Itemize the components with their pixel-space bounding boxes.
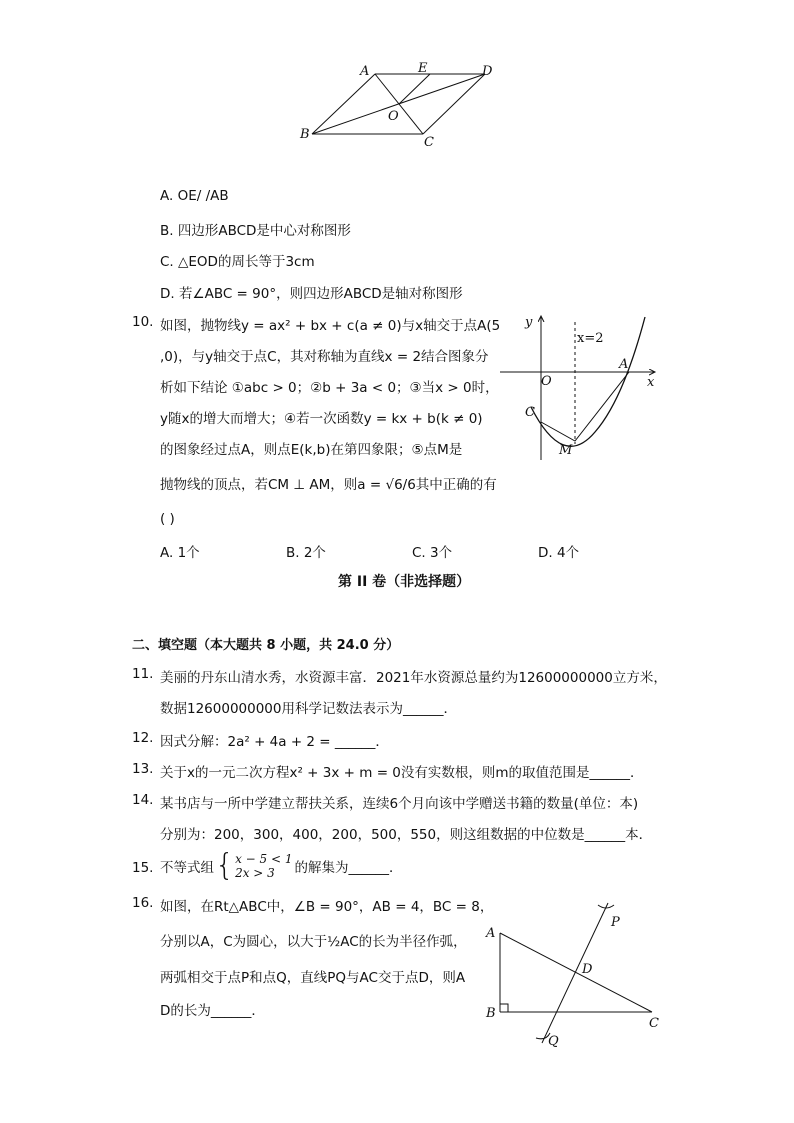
- q15-system: [235, 852, 292, 880]
- q10-line: y随x的增大而增大；④若一次函数y = kx + b(k ≠ 0): [160, 411, 483, 427]
- graph-axis-label: x=2: [577, 331, 604, 346]
- fig-label-B: B: [486, 1006, 496, 1021]
- q15-ineq-1: x − 5 < 1: [235, 852, 293, 866]
- q10-choice-d: D. 4个: [538, 545, 580, 561]
- q9-option-b: B. 四边形ABCD是中心对称图形: [160, 223, 351, 239]
- q10-choices: [160, 541, 664, 561]
- q15-suffix: 的解集为______．: [294, 860, 403, 876]
- label-D: D: [482, 64, 493, 79]
- q13-text: 关于x的一元二次方程x² + 3x + m = 0没有实数根，则m的取值范围是______．: [160, 765, 644, 781]
- q12-text: 因式分解：2a² + 4a + 2 = ______．: [160, 734, 389, 750]
- q16-number: 16.: [132, 895, 154, 911]
- q15-content: [160, 848, 403, 883]
- q10-line: 如图，抛物线y = ax² + bx + c(a ≠ 0)与x轴交于点A(5: [160, 318, 501, 334]
- fig-label-C: C: [649, 1016, 659, 1031]
- label-C: C: [424, 135, 434, 150]
- brace-icon: {: [215, 848, 235, 883]
- label-B: B: [300, 127, 310, 142]
- q15-number: 15.: [132, 860, 154, 876]
- q14-line: 分别为：200，300，400，200，500，550，则这组数据的中位数是______本．: [160, 827, 653, 843]
- q9-option-c: C. △EOD的周长等于3cm: [160, 254, 315, 270]
- q10-choice-b: B. 2个: [286, 545, 326, 561]
- q14-line: 某书店与一所中学建立帮扶关系，连续6个月向该中学赠送书籍的数量(单位：本): [160, 796, 639, 812]
- fig-label-P: P: [611, 915, 620, 930]
- q10-line: ,0)，与y轴交于点C，其对称轴为直线x = 2结合图象分: [160, 349, 489, 365]
- graph-label-M: M: [559, 443, 573, 458]
- q16-line: 分别以A，C为圆心，以大于½AC的长为半径作弧，: [160, 934, 467, 950]
- q13-number: 13.: [132, 761, 154, 777]
- fig-label-D: D: [582, 962, 593, 977]
- graph-label-A: A: [619, 357, 629, 372]
- q11-line: 美丽的丹东山清水秀，水资源丰富．2021年水资源总量约为12600000000立方米，: [160, 670, 667, 686]
- q16-line: D的长为______．: [160, 1003, 265, 1019]
- q10-answer-paren: ( ): [160, 511, 175, 527]
- graph-label-y: y: [525, 315, 533, 330]
- q10-line: 的图象经过点A，则点E(k,b)在第四象限；⑤点M是: [160, 442, 463, 458]
- section-fill-blank-title: 二、填空题（本大题共 8 小题，共 24.0 分）: [132, 638, 400, 653]
- parallelogram-figure: [290, 58, 510, 153]
- label-E: E: [418, 61, 428, 76]
- graph-label-O: O: [541, 374, 552, 389]
- q15-prefix: 不等式组: [160, 860, 214, 876]
- q9-option-a: A. OE/ /AB: [160, 188, 229, 204]
- q12-number: 12.: [132, 730, 154, 746]
- part-ii-title: 第 II 卷（非选择题）: [338, 574, 471, 590]
- q11-number: 11.: [132, 666, 154, 682]
- q16-line: 如图，在Rt△ABC中，∠B = 90°，AB = 4，BC = 8，: [160, 899, 494, 915]
- fig-label-A: A: [486, 926, 496, 941]
- label-O: O: [388, 109, 399, 124]
- graph-label-x: x: [647, 375, 655, 390]
- parabola-graph: [495, 312, 665, 462]
- q15-ineq-2: 2x > 3: [235, 866, 275, 880]
- q10-number: 10.: [132, 314, 154, 330]
- graph-label-C: C: [525, 405, 535, 420]
- q11-line: 数据12600000000用科学记数法表示为______．: [160, 701, 457, 717]
- q14-number: 14.: [132, 792, 154, 808]
- fig-label-Q: Q: [548, 1034, 559, 1049]
- q10-line: 析如下结论 ①abc > 0；②b + 3a < 0；③当x > 0时，: [160, 380, 499, 396]
- q10-line: 抛物线的顶点，若CM ⊥ AM，则a = √6/6其中正确的有: [160, 477, 497, 493]
- q9-option-d: D. 若∠ABC = 90°，则四边形ABCD是轴对称图形: [160, 286, 463, 302]
- label-A: A: [360, 64, 370, 79]
- triangle-figure: [480, 893, 670, 1053]
- q16-line: 两弧相交于点P和点Q，直线PQ与AC交于点D，则A: [160, 970, 466, 986]
- q10-choice-a: A. 1个: [160, 545, 200, 561]
- q10-choice-c: C. 3个: [412, 545, 453, 561]
